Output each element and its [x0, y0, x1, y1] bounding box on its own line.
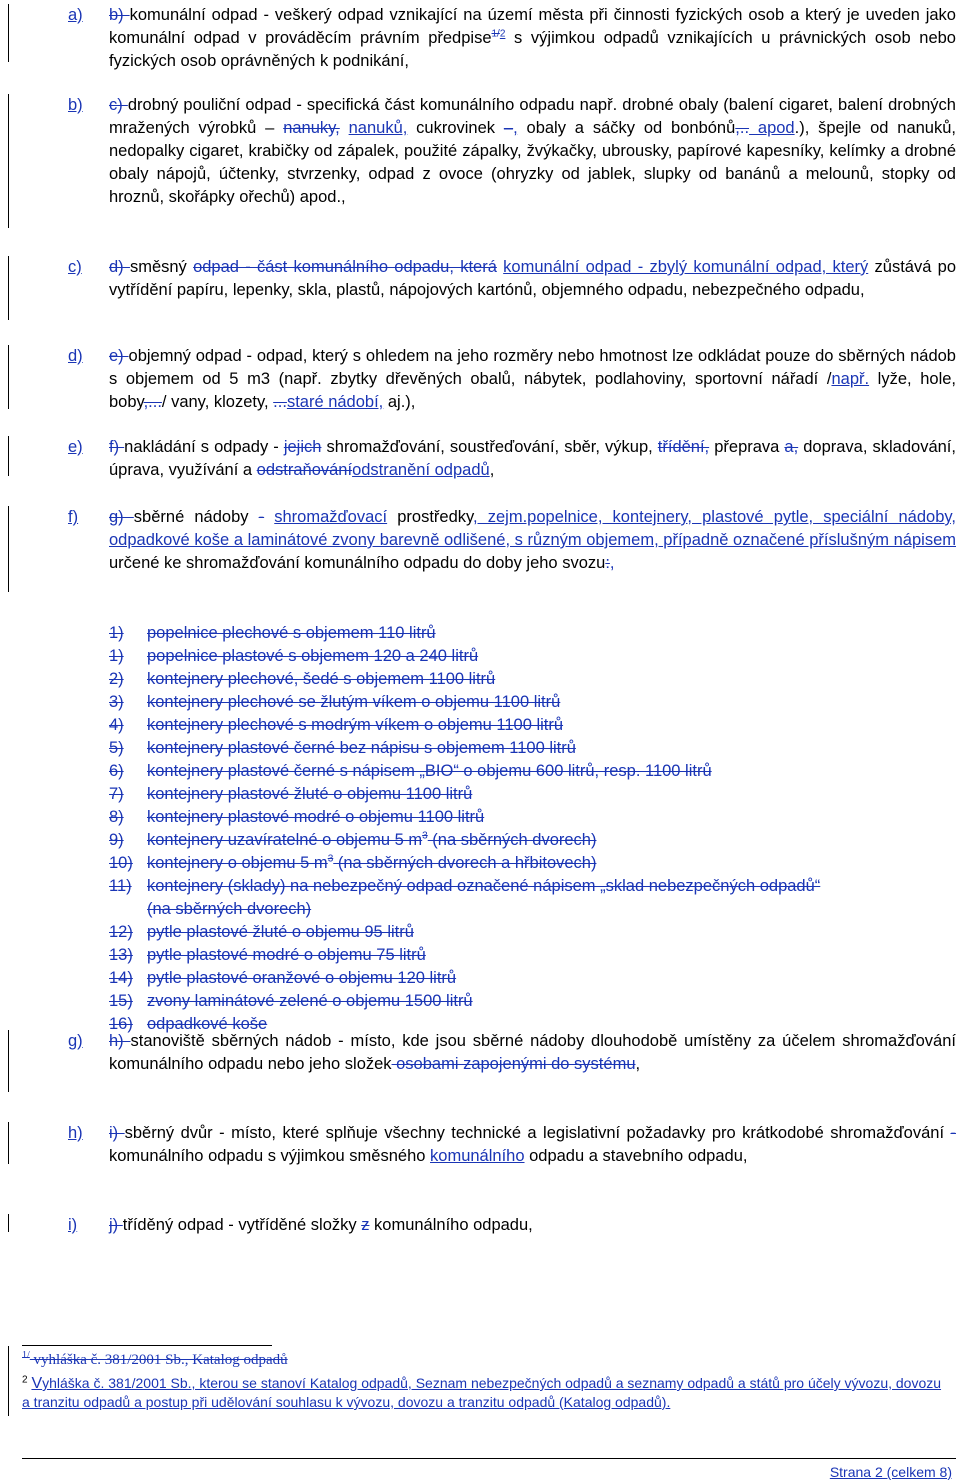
list-text: zvony laminátové zelené o objemu 1500 litrů [147, 992, 473, 1010]
list-item [109, 921, 949, 944]
body-text: komunálního odpadu s výjimkou směsného [109, 1147, 431, 1165]
list-text: kontejnery plechové, šedé s objemem 1100 litrů [147, 670, 496, 688]
old-label: g) [109, 508, 134, 526]
list-text: kontejnery plastové žluté o objemu 1100 litrů [147, 785, 473, 803]
list-number: 10) [109, 854, 133, 872]
body-text: zůstává po vytřídění papíru, lepenky, skla, plastů, nápojových kartónů, objemného odpadu, nebezpečného odpadu, [109, 258, 957, 299]
definition-label: i) [68, 1216, 78, 1234]
definition-item [68, 1214, 956, 1237]
body-text: obaly a sáčky od bonbónů [517, 119, 736, 137]
body-text: komunální odpad - veškerý odpad vznikající na území města při činnosti fyzických osob a který je uveden jako komunální odpad v prováděcím právním předpise [109, 6, 956, 47]
inserted-text: , zejm.popelnice, kontejnery, plastové pytle, speciální nádoby, odpadkové koše a laminátové zvony barevně odlišené, s různým objemem, případně označené příslušným nápisem [109, 508, 956, 549]
body-text: , [489, 461, 495, 479]
deleted-text: 1/ [491, 28, 500, 40]
list-number: 12) [109, 923, 133, 941]
list-text: kontejnery plechové s modrým víkem o objemu 1100 litrů [147, 716, 564, 734]
deleted-text: a, [784, 438, 799, 456]
old-label: e) [109, 347, 129, 365]
body-text: určené ke shromažďování komunálního odpadu do doby jeho svozu [109, 554, 606, 572]
change-bar [8, 4, 9, 62]
definition-label: c) [68, 258, 82, 276]
deleted-text: ,... [143, 393, 162, 411]
body-text: / vany, klozety, [161, 393, 274, 411]
old-label: c) [109, 96, 128, 114]
deleted-text: nanuky, [283, 119, 340, 137]
definition-text [109, 1214, 956, 1237]
change-bar [8, 1030, 9, 1092]
deleted-text: - [950, 1124, 956, 1142]
deleted-text: osobami zapojenými do systému [391, 1055, 636, 1073]
body-text: objemný odpad - odpad, který s ohledem na jeho rozměry nebo hmotnost lze odkládat pouze do sběrných nádob s objemem od 5 m3 (např. zbytky dřevěných obalů, nábytek, podlahoviny, sportovní nářadí / [109, 347, 956, 388]
definition-text [109, 1030, 956, 1076]
list-text: (na sběrných dvorech a hřbitovech) [333, 854, 597, 872]
body-text: stanoviště sběrných nádob - místo, kde jsou sběrné nádoby dlouhodobě umístěny za účelem shromažďování komunálního odpadu nebo jeho složek [109, 1032, 956, 1073]
inserted-text: 2 [499, 28, 506, 40]
definition-label: a) [68, 6, 83, 24]
definition-text [109, 436, 956, 482]
footnote-1: $^{1/}$ vyhláška č. 381/2001 Sb., Katalog odpadů [22, 1350, 288, 1368]
change-bar [8, 506, 9, 592]
list-number: 6) [109, 762, 124, 780]
deleted-text: odpad - část komunálního odpadu, která [193, 258, 497, 276]
list-text: pytle plastové modré o objemu 75 litrů [147, 946, 426, 964]
deleted-text: - [258, 508, 265, 526]
inserted-text: odstranění odpadů [352, 461, 490, 479]
body-text [340, 119, 349, 137]
inserted-text: komunální odpad - zbylý komunální odpad, který [503, 258, 869, 276]
inserted-text: staré nádobí, [286, 393, 384, 411]
list-item [109, 783, 949, 806]
body-text: prostředky [387, 508, 474, 526]
list-number: 7) [109, 785, 124, 803]
list-text: pytle plastové žluté o objemu 95 litrů [147, 923, 414, 941]
deleted-text: z [361, 1216, 370, 1234]
container-list [109, 622, 949, 1036]
body-text: shromažďování, soustřeďování, sběr, výkup, [321, 438, 658, 456]
inserted-text: nanuků, [348, 119, 408, 137]
old-label: j) [109, 1216, 123, 1234]
superscript: 3 [422, 830, 428, 842]
list-item [109, 944, 949, 967]
list-number: 14) [109, 969, 133, 987]
list-item [109, 898, 949, 921]
list-number: 1) [109, 647, 124, 665]
list-number: 13) [109, 946, 133, 964]
list-item [109, 967, 949, 990]
body-text: .), špejle od nanuků, nedopalky cigaret, krabičky od zápalek, použité zápalky, žvýkačky, ubrousky, papírové kapesníky, kelímky a drobné obaly nápojů, účtenky, stvrzenky, odpad z ovoce (ohryzky od jablek, slupky od banánů a melounů, stopky od hroznů, skořápky ořechů) apod., [109, 119, 956, 206]
list-item [109, 691, 949, 714]
list-number: 15) [109, 992, 133, 1010]
definition-item [68, 1030, 956, 1076]
inserted-text: komunálního [430, 1147, 525, 1165]
body-text: s výjimkou odpadů vznikajících u právnických osob nebo fyzických osob oprávněných k podnikání, [109, 29, 956, 70]
body-text: odpadu a stavebního odpadu, [524, 1147, 748, 1165]
old-label: f) [109, 438, 125, 456]
body-text: komunálního odpadu, [369, 1216, 533, 1234]
definition-text [109, 1122, 956, 1168]
body-text: tříděný odpad - vytříděné složky [122, 1216, 362, 1234]
list-number: 2) [109, 670, 124, 688]
list-text: kontejnery plastové černé bez nápisu s objemem 1100 litrů [147, 739, 576, 757]
list-item [109, 737, 949, 760]
list-item [109, 668, 949, 691]
footer-line [22, 1458, 956, 1459]
definition-item [68, 345, 956, 414]
list-text: popelnice plastové s objemem 120 a 240 litrů [147, 647, 479, 665]
definition-text [109, 94, 956, 209]
inserted-text: shromažďovací [274, 508, 388, 526]
definition-item [68, 1122, 956, 1168]
footnote-2: $^2$ Vyhláška č. 381/2001 Sb., kterou se stanoví Katalog odpadů, Seznam nebezpečných odpadů a seznamy odpadů a států pro účely vývozu, dovozu a tranzitu odpadů a postup při udělování souhlasu k vývozu, dovozu a tranzitu odpadů (Katalog odpadů). [22, 1374, 942, 1410]
list-item [109, 622, 949, 645]
definition-label: g) [68, 1032, 83, 1050]
body-text [264, 508, 274, 526]
definition-item [68, 256, 956, 302]
list-text: kontejnery uzavíratelné o objemu 5 m [147, 831, 423, 849]
body-text: směsný [129, 258, 194, 276]
definition-item [68, 94, 956, 209]
list-text: (na sběrných dvorech) [427, 831, 597, 849]
body-text: sběrný dvůr - místo, které splňuje všechny technické a legislativní požadavky pro krátkodobé shromažďování [124, 1124, 951, 1142]
list-number: 1) [109, 624, 124, 642]
inserted-text: např. [831, 370, 870, 388]
list-text: (na sběrných dvorech) [147, 900, 312, 918]
definition-text [109, 4, 956, 73]
old-label: i) [109, 1124, 125, 1142]
definition-text [109, 506, 956, 575]
list-number: 4) [109, 716, 124, 734]
change-bar [8, 256, 9, 320]
list-number: 5) [109, 739, 124, 757]
old-label: h) [109, 1032, 131, 1050]
body-text: lyže, hole, boby [109, 370, 957, 411]
list-text: kontejnery (sklady) na nebezpečný odpad označené nápisem „sklad nebezpečných odpadů“ [147, 877, 821, 895]
definition-label: f) [68, 508, 79, 526]
change-bar [8, 1122, 9, 1164]
old-label: b) [109, 6, 130, 24]
deleted-text: : [605, 554, 610, 572]
list-item [109, 714, 949, 737]
list-number: 9) [109, 831, 124, 849]
deleted-text: třídění, [657, 438, 710, 456]
definition-label: h) [68, 1124, 83, 1142]
deleted-text: – [503, 119, 514, 137]
deleted-text: jejich [283, 438, 322, 456]
definition-item [68, 436, 956, 482]
definition-item [68, 4, 956, 73]
inserted-text: apod [749, 119, 795, 137]
body-text: doprava, skladování, úprava, využívání a [109, 438, 956, 479]
definition-label: d) [68, 347, 83, 365]
list-text: pytle plastové oranžové o objemu 120 litrů [147, 969, 457, 987]
definition-label: b) [68, 96, 83, 114]
list-item [109, 829, 949, 852]
inserted-text: , [513, 119, 518, 137]
list-number: 8) [109, 808, 124, 826]
deleted-text: odstraňování [256, 461, 353, 479]
old-label: d) [109, 258, 130, 276]
list-item [109, 875, 949, 898]
page-number: Strana 2 (celkem 8) [829, 1464, 952, 1480]
list-text: kontejnery plastové černé s nápisem „BIO“ o objemu 600 litrů, resp. 1100 litrů [147, 762, 712, 780]
list-text: odpadkové koše [147, 1015, 268, 1033]
change-bar [8, 345, 9, 409]
list-item [109, 852, 949, 875]
change-bar [8, 1346, 9, 1416]
body-text: přeprava [709, 438, 785, 456]
list-item [109, 645, 949, 668]
superscript: 3 [327, 853, 334, 865]
body-text: drobný pouliční odpad - specifická část komunálního odpadu např. drobné obaly (balení cigaret, balení drobných mražených výrobků – [109, 96, 956, 137]
list-item [109, 760, 949, 783]
definition-label: e) [68, 438, 83, 456]
change-bar [8, 1214, 9, 1232]
definition-text [109, 345, 956, 414]
list-number: 3) [109, 693, 124, 711]
list-number: 11) [109, 877, 132, 895]
definition-item [68, 506, 956, 575]
list-text: kontejnery o objemu 5 m [147, 854, 328, 872]
body-text: cukrovinek [407, 119, 504, 137]
footnote-separator [22, 1345, 272, 1346]
change-bar [8, 436, 9, 476]
deleted-text: ,.. [735, 119, 750, 137]
list-number: 16) [109, 1015, 133, 1033]
list-item [109, 990, 949, 1013]
change-bar [8, 94, 9, 228]
body-text: , [635, 1055, 641, 1073]
list-text: popelnice plechové s objemem 110 litrů [147, 624, 436, 642]
list-text: kontejnery plastové modré o objemu 1100 litrů [147, 808, 485, 826]
deleted-text: ... [273, 393, 287, 411]
definition-text [109, 256, 956, 302]
body-text: sběrné nádoby [133, 508, 259, 526]
body-text: aj.), [383, 393, 416, 411]
body-text: nakládání s odpady - [124, 438, 284, 456]
list-text: kontejnery plechové se žlutým víkem o objemu 1100 litrů [147, 693, 561, 711]
list-item [109, 806, 949, 829]
inserted-text: , [609, 554, 615, 572]
